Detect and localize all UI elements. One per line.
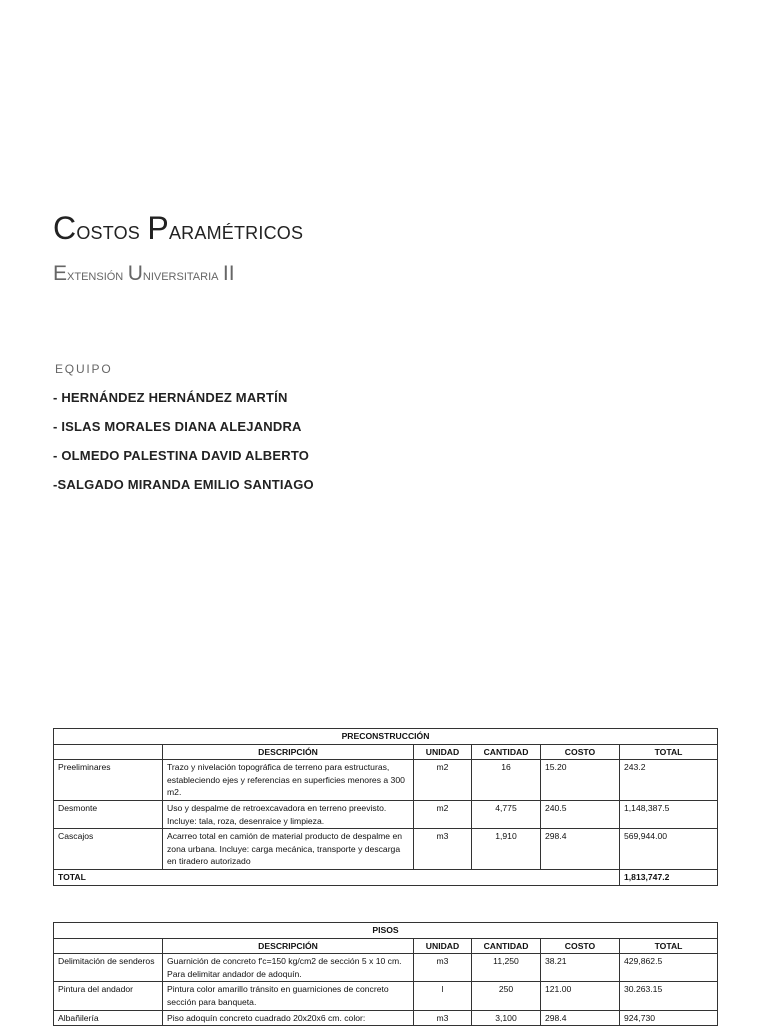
row-cost: 15.20 [541,760,620,801]
row-unit: m2 [414,760,472,801]
header-description: DESCRIPCIÓN [163,938,414,954]
team-member: - OLMEDO PALESTINA DAVID ALBERTO [53,448,310,463]
team-label: EQUIPO [55,362,113,376]
row-concept: Desmonte [54,800,163,828]
table-row [54,760,718,801]
row-cost: 121.00 [541,982,620,1010]
row-cost: 298.4 [541,829,620,870]
team-member: -SALGADO MIRANDA EMILIO SANTIAGO [53,477,314,492]
header-blank [54,938,163,954]
row-quantity: 11,250 [472,954,541,982]
header-blank [54,744,163,760]
section-title: PRECONSTRUCCIÓN [54,729,718,745]
row-total: 1,148,387.5 [620,800,718,828]
subtitle-cap-1: E [53,262,68,285]
row-cost: 240.5 [541,800,620,828]
title-rest-2: aramétricos [168,215,304,245]
row-unit: m2 [414,800,472,828]
header-total: TOTAL [620,938,718,954]
table-total-row [54,869,718,885]
row-concept: Pintura del andador [54,982,163,1010]
cost-table-pisos [53,922,718,1026]
row-concept: Albañilería [54,1010,163,1026]
team-member-list [53,388,314,504]
row-description: Pintura color amarillo tránsito en guarniciones de concreto sección para banqueta. [163,982,414,1010]
row-quantity: 3,100 [472,1010,541,1026]
section-title: PISOS [54,923,718,939]
title-rest-1: ostos [76,215,148,245]
row-quantity: 4,775 [472,800,541,828]
row-concept: Delimitación de senderos [54,954,163,982]
header-cost: COSTO [541,744,620,760]
row-description: Guarnición de concreto f'c=150 kg/cm2 de sección 5 x 10 cm. Para delimitar andador de adoquín. [163,954,414,982]
subtitle-rest-2: niversitaria [142,267,223,284]
title-cap-2: P [147,210,169,246]
row-unit: m3 [414,954,472,982]
total-value: 1,813,747.2 [620,869,718,885]
row-description: Uso y despalme de retroexcavadora en terreno preevisto. Incluye: tala, roza, desenraice y limpieza. [163,800,414,828]
subtitle-cap-3: II [222,262,235,285]
total-label: TOTAL [54,869,620,885]
row-description: Piso adoquín concreto cuadrado 20x20x6 cm. color: [163,1010,414,1026]
table-row [54,982,718,1010]
subtitle-rest-1: xtensión [67,267,128,284]
row-cost: 38.21 [541,954,620,982]
row-quantity: 1,910 [472,829,541,870]
team-member: - ISLAS MORALES DIANA ALEJANDRA [53,419,302,434]
document-subtitle [53,262,235,286]
row-description: Trazo y nivelación topográfica de terreno para estructuras, estableciendo ejes y referencias en superficies menores a 300 m2. [163,760,414,801]
team-member: - HERNÁNDEZ HERNÁNDEZ MARTÍN [53,390,288,405]
header-total: TOTAL [620,744,718,760]
row-concept: Preeliminares [54,760,163,801]
title-cap-1: C [53,210,77,246]
table-row [54,1010,718,1026]
row-total: 30.263.15 [620,982,718,1010]
row-cost: 298.4 [541,1010,620,1026]
row-total: 243.2 [620,760,718,801]
row-quantity: 250 [472,982,541,1010]
document-title [53,210,303,247]
row-total: 924,730 [620,1010,718,1026]
row-total: 569,944.00 [620,829,718,870]
header-unit: UNIDAD [414,744,472,760]
table-row [54,800,718,828]
table-row [54,829,718,870]
row-unit: m3 [414,829,472,870]
row-total: 429,862.5 [620,954,718,982]
row-unit: l [414,982,472,1010]
header-quantity: CANTIDAD [472,938,541,954]
table-row [54,954,718,982]
cost-table-preconstruccion [53,728,718,886]
row-quantity: 16 [472,760,541,801]
header-quantity: CANTIDAD [472,744,541,760]
row-concept: Cascajos [54,829,163,870]
row-description: Acarreo total en camión de material producto de despalme en zona urbana. Incluye: carga mecánica, transporte y descarga en tiradero autorizado [163,829,414,870]
row-unit: m3 [414,1010,472,1026]
header-unit: UNIDAD [414,938,472,954]
header-description: DESCRIPCIÓN [163,744,414,760]
subtitle-cap-2: U [127,262,143,285]
header-cost: COSTO [541,938,620,954]
